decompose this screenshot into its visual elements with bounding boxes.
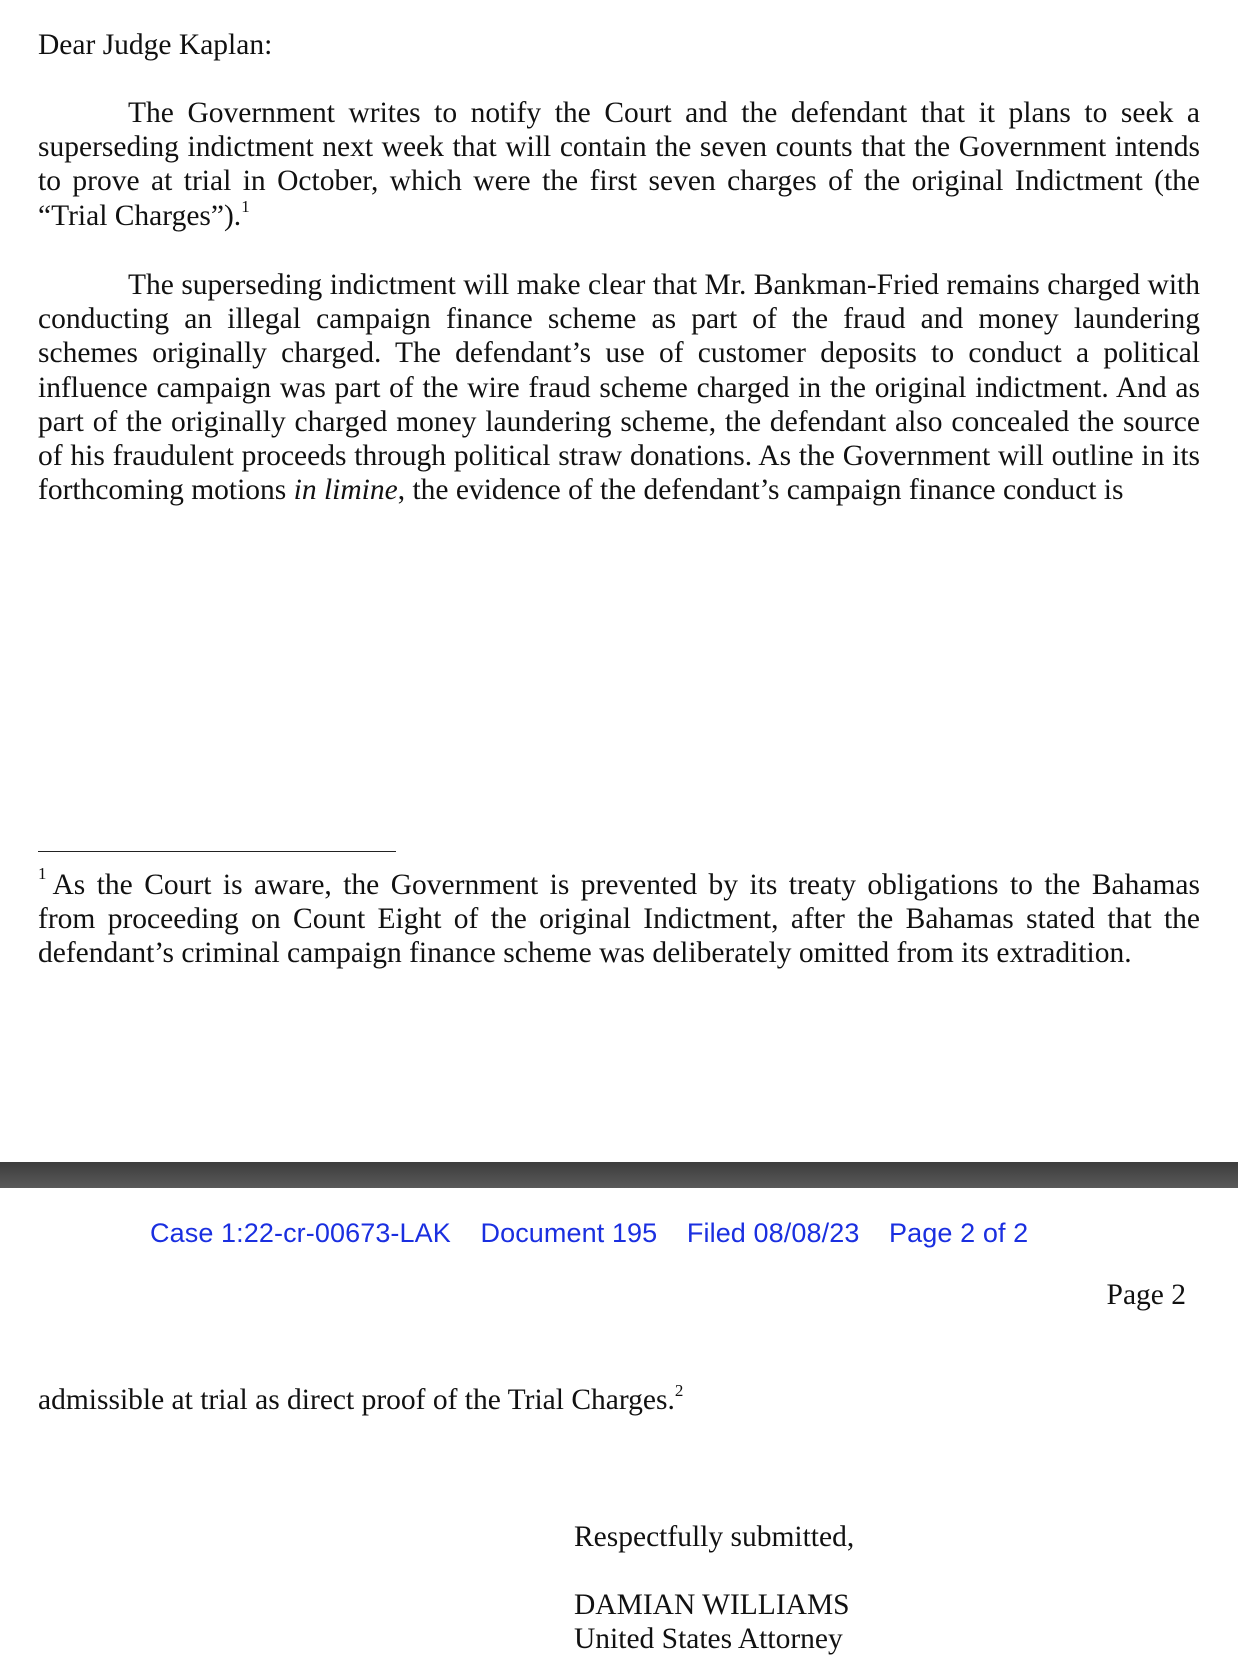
closing-line: Respectfully submitted, — [574, 1521, 855, 1553]
paragraph-2-text-b: , the evidence of the defendant’s campaign finance conduct is — [397, 474, 1124, 507]
document-number: Document 195 — [480, 1218, 658, 1248]
case-number: Case 1:22-cr-00673-LAK — [150, 1218, 451, 1248]
filed-date: Filed 08/08/23 — [686, 1218, 860, 1248]
paragraph-campaign-finance — [38, 268, 1200, 507]
document-page-2 — [0, 1188, 1238, 1674]
paragraph-1-text: The Government writes to notify the Court and the defendant that it plans to seek a superseding indictment next week that will contain the seven counts that the Government intends to prove at trial in October, which were the first seven charges of the original Indictment (the “Trial Charges”). — [38, 97, 1200, 232]
footnote-1 — [38, 864, 1200, 971]
signer-title: United States Attorney — [574, 1623, 843, 1655]
paragraph-superseding-notice — [38, 96, 1200, 233]
continuation-text — [38, 1383, 683, 1417]
ecf-header-stamp — [150, 1216, 1028, 1250]
footnote-mark-1: 1 — [38, 864, 47, 884]
footnote-ref-1: 1 — [241, 196, 250, 216]
footnote-ref-2: 2 — [674, 1381, 684, 1401]
salutation: Dear Judge Kaplan: — [38, 29, 273, 61]
continuation-sentence: admissible at trial as direct proof of the Trial Charges. — [38, 1384, 675, 1416]
footnote-divider — [38, 851, 396, 852]
footnote-1-text: As the Court is aware, the Government is prevented by its treaty obligations to the Bahamas from proceeding on Count Eight of the original Indictment, after the Bahamas stated that the defendant’s criminal campaign finance scheme was deliberately omitted from its extradition. — [38, 869, 1200, 970]
page-of-pages: Page 2 of 2 — [889, 1218, 1029, 1248]
paragraph-2-italic: in limine — [293, 474, 398, 507]
page-number: Page 2 — [1106, 1279, 1186, 1311]
paragraph-2-text-a: The superseding indictment will make clear that Mr. Bankman-Fried remains charged with conducting an illegal campaign finance scheme as part of the fraud and money laundering schemes originally charged. The defendant’s use of customer deposits to conduct a political influence campaign was part of the wire fraud scheme charged in the original indictment. And as part of the originally charged money laundering scheme, the defendant also concealed the source of his fraudulent proceeds through political straw donations. As the Government will outline in its forthcoming motions — [38, 269, 1200, 507]
signer-name: DAMIAN WILLIAMS — [574, 1589, 850, 1621]
page-separator — [0, 1162, 1238, 1188]
